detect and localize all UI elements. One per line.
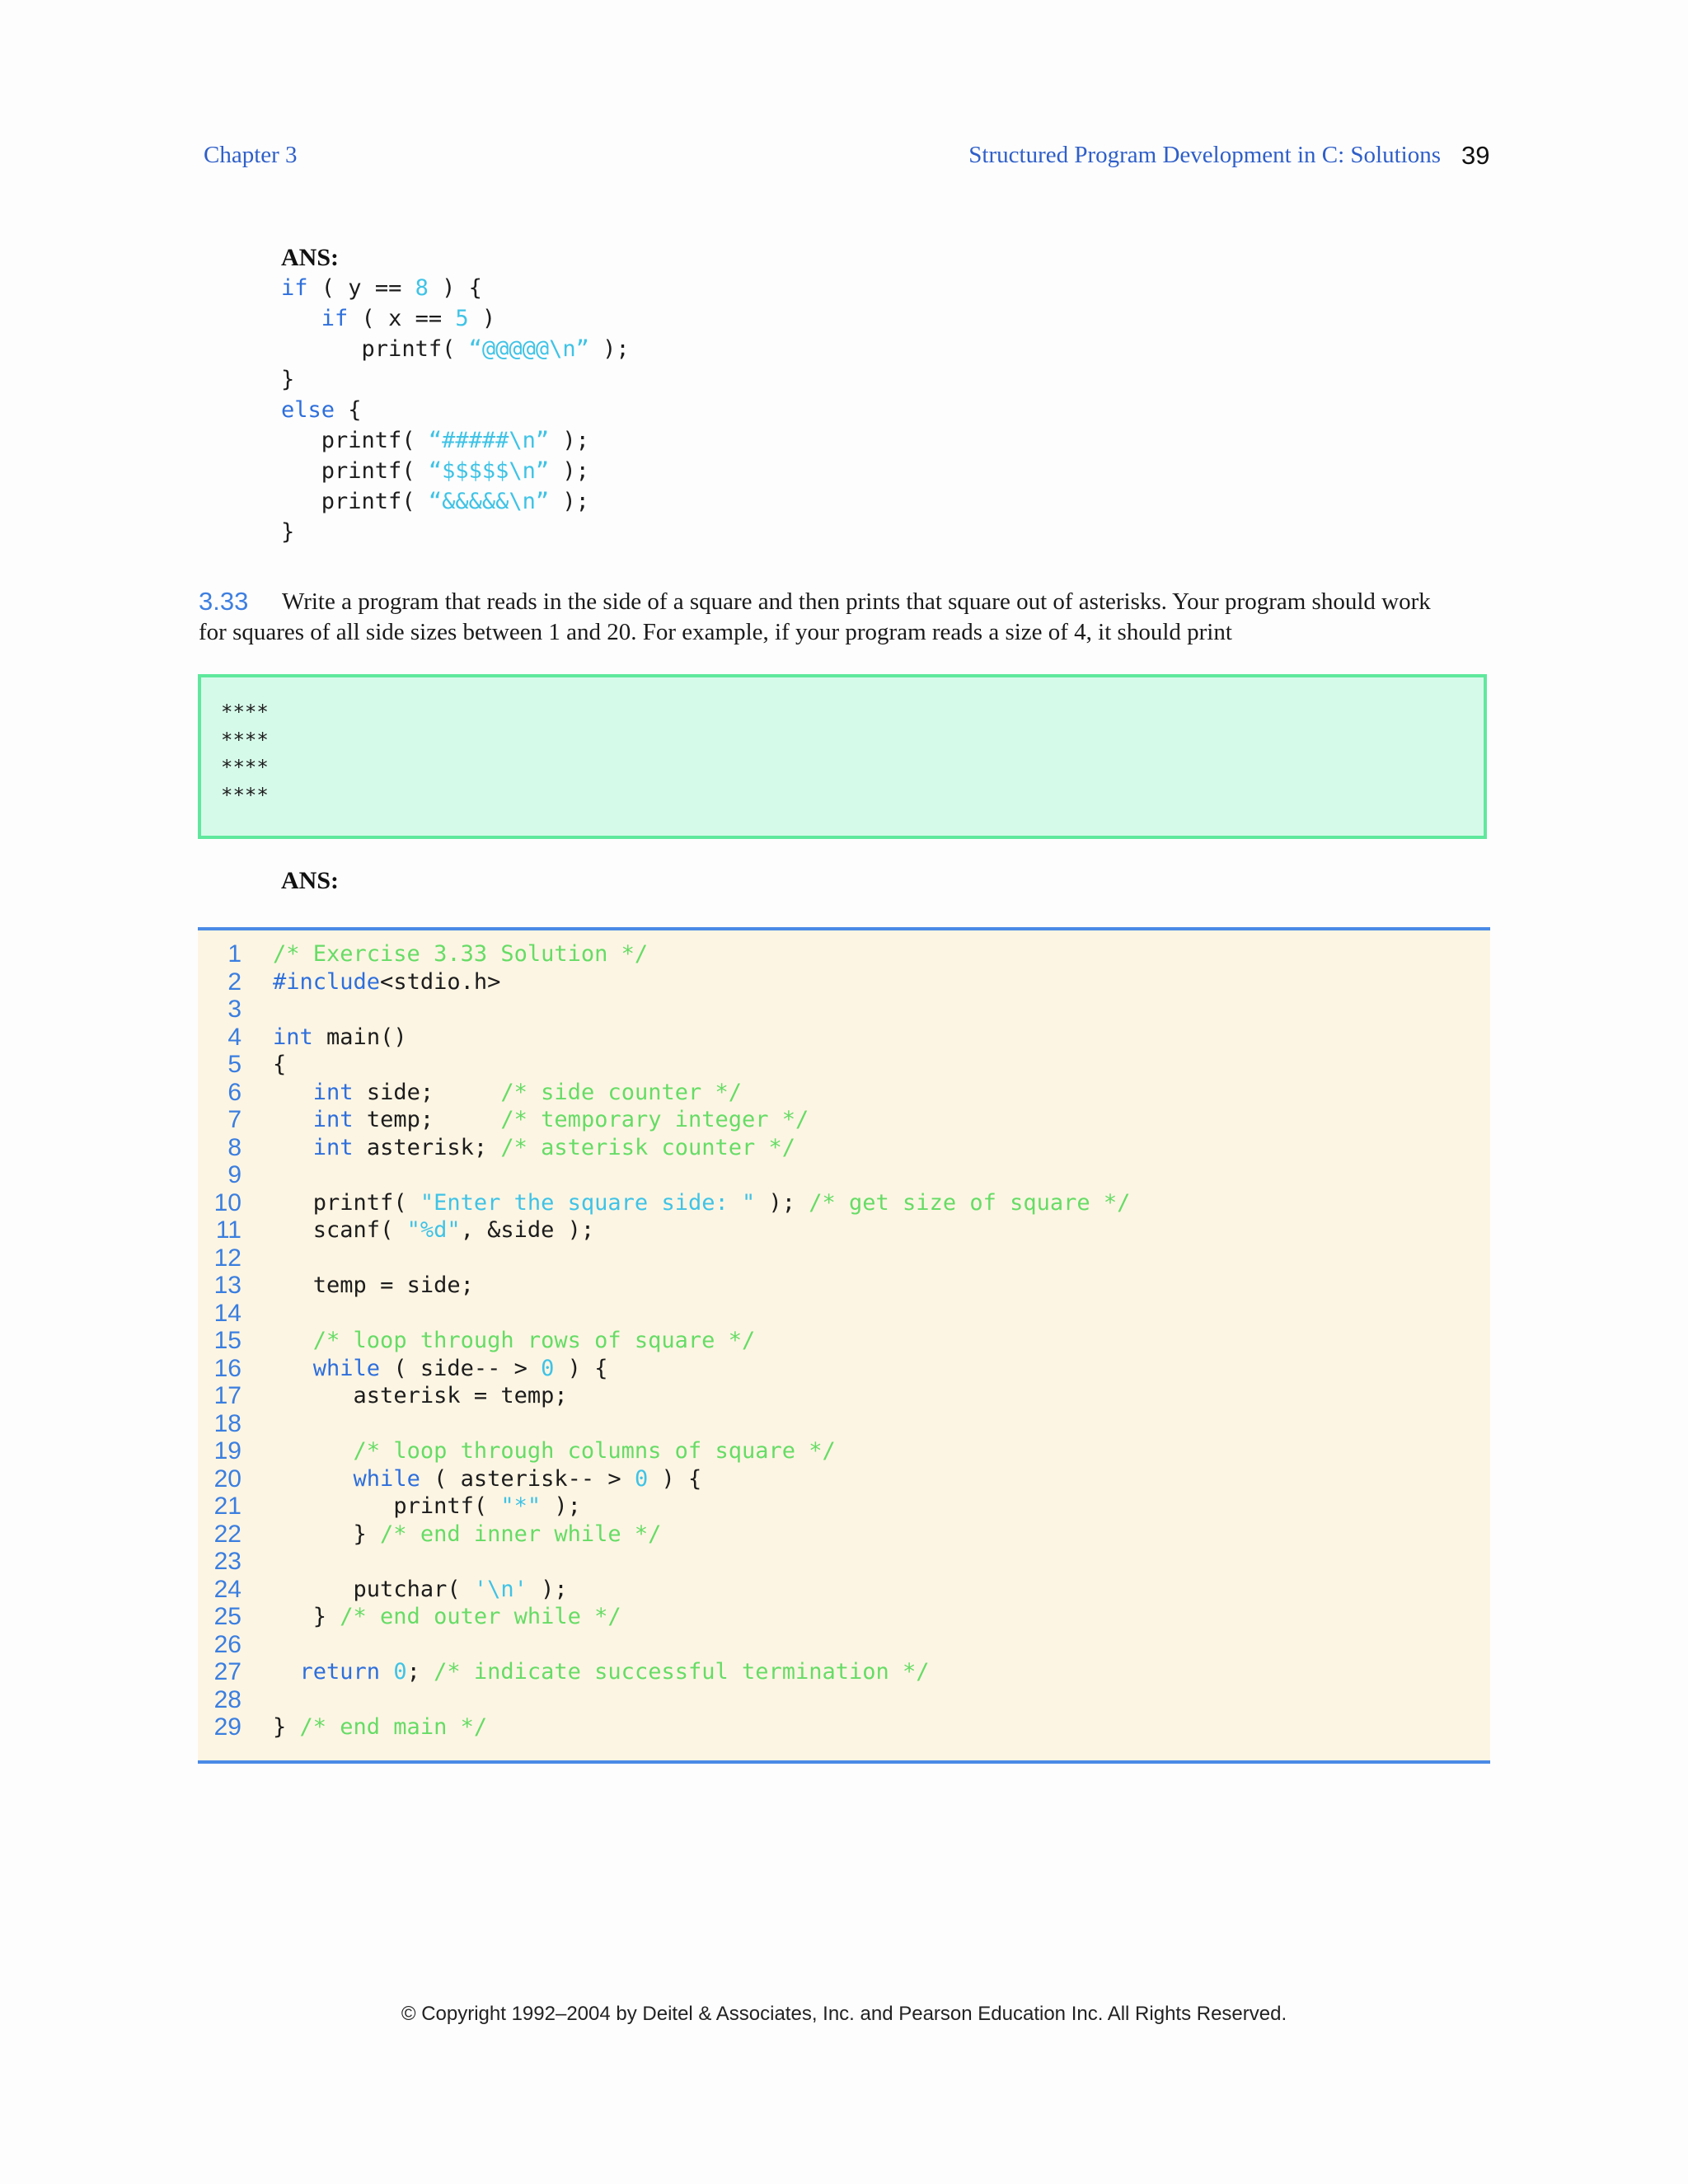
- line-number: 26: [213, 1630, 241, 1658]
- line-number: 17: [213, 1382, 241, 1409]
- section-header: Structured Program Development in C: Solutions: [968, 142, 1441, 168]
- line-number: 8: [227, 1133, 241, 1161]
- code-line: [273, 1686, 1130, 1714]
- code-line: if ( y == 8 ) {: [281, 275, 482, 301]
- line-number: 20: [213, 1465, 241, 1493]
- line-number: 5: [227, 1051, 241, 1078]
- line-number: 2: [227, 968, 241, 996]
- code-line: [273, 1161, 1130, 1189]
- question-number: 3.33: [199, 587, 249, 616]
- code-line: [273, 1410, 1130, 1438]
- line-number: 15: [213, 1327, 241, 1354]
- code-line: while ( side-- > 0 ) {: [312, 1355, 608, 1381]
- code-line: #include<stdio.h>: [273, 968, 501, 995]
- ans-label-1: ANS:: [281, 244, 340, 271]
- code-line: putchar( '\n' );: [353, 1576, 568, 1602]
- code-line: } /* end outer while */: [273, 1604, 621, 1629]
- line-number: 23: [213, 1548, 241, 1575]
- line-number: 10: [213, 1188, 241, 1216]
- line-number: 28: [213, 1685, 241, 1713]
- code-line: /* Exercise 3.33 Solution */: [273, 941, 649, 967]
- line-number: 27: [213, 1658, 241, 1685]
- line-number: 22: [213, 1520, 241, 1548]
- line-number: 11: [215, 1216, 241, 1244]
- line-number: 18: [213, 1409, 241, 1437]
- chapter-header: Chapter 3: [204, 142, 298, 168]
- line-number: 1: [227, 940, 241, 968]
- solution-code-listing: [273, 940, 1130, 1741]
- question-text-line1: Write a program that reads in the side of a square and then prints that square out of asterisks. Your program should work: [282, 588, 1431, 615]
- code-line: }: [281, 367, 295, 392]
- code-line: }: [281, 519, 295, 545]
- code-line: else {: [281, 397, 362, 423]
- code-line: printf( “$$$$$\n” );: [321, 458, 589, 484]
- code-line: [273, 1631, 1130, 1659]
- code-line: int side; /* side counter */: [312, 1079, 743, 1105]
- code-line: {: [273, 1052, 287, 1077]
- line-number: 3: [227, 996, 241, 1023]
- line-number: 25: [213, 1603, 241, 1630]
- code-line: printf( “&&&&&\n” );: [321, 489, 589, 514]
- answer-code-block: [281, 273, 630, 547]
- code-line: [273, 1244, 1130, 1272]
- code-line: int temp; /* temporary integer */: [312, 1107, 809, 1132]
- code-line: printf( "Enter the square side: " ); /* get size of square */: [312, 1189, 1131, 1216]
- code-line: return 0; /* indicate successful termination */: [299, 1659, 930, 1685]
- code-line: } /* end main */: [273, 1714, 488, 1740]
- line-number: 14: [213, 1299, 241, 1327]
- output-line: ****: [221, 701, 269, 724]
- code-line: scanf( "%d", &side );: [312, 1217, 595, 1243]
- code-line: int main(): [273, 1024, 407, 1050]
- line-numbers: [198, 940, 241, 1741]
- code-line: printf( "*" );: [393, 1493, 581, 1519]
- page-number: 39: [1461, 141, 1490, 170]
- code-line: /* loop through rows of square */: [312, 1328, 756, 1353]
- line-number: 6: [227, 1078, 241, 1106]
- output-line: ****: [221, 728, 269, 752]
- line-number: 9: [227, 1161, 241, 1188]
- code-line: int asterisk; /* asterisk counter */: [312, 1134, 796, 1160]
- code-line: printf( “@@@@@\n” );: [361, 336, 630, 362]
- line-number: 21: [213, 1493, 241, 1520]
- line-number: 16: [213, 1354, 241, 1382]
- sample-output-box: [198, 674, 1487, 839]
- code-line: [273, 1300, 1130, 1328]
- line-number: 7: [227, 1106, 241, 1133]
- code-line: [273, 1548, 1130, 1576]
- output-line: ****: [221, 756, 269, 779]
- ans-label-2: ANS:: [281, 867, 340, 894]
- line-number: 4: [227, 1023, 241, 1051]
- line-number: 13: [213, 1272, 241, 1299]
- code-line: while ( asterisk-- > 0 ) {: [353, 1465, 702, 1492]
- sample-output-text: [221, 699, 269, 809]
- code-line: temp = side;: [312, 1272, 474, 1298]
- code-line: if ( x == 5 ): [321, 306, 496, 331]
- code-line: } /* end inner while */: [273, 1521, 662, 1547]
- code-line: [273, 996, 1130, 1024]
- code-line: /* loop through columns of square */: [353, 1438, 836, 1464]
- line-number: 19: [213, 1437, 241, 1465]
- code-line: asterisk = temp;: [353, 1383, 568, 1408]
- line-number: 12: [213, 1244, 241, 1272]
- line-number: 29: [213, 1713, 241, 1741]
- output-line: ****: [221, 783, 269, 807]
- code-line: printf( “#####\n” );: [321, 428, 589, 453]
- copyright-footer: © Copyright 1992–2004 by Deitel & Associates, Inc. and Pearson Education Inc. All Rights Reserved.: [401, 2003, 1287, 2025]
- question-text-line2: for squares of all side sizes between 1 and 20. For example, if your program reads a size of 4, it should print: [199, 619, 1232, 645]
- line-number: 24: [213, 1575, 241, 1603]
